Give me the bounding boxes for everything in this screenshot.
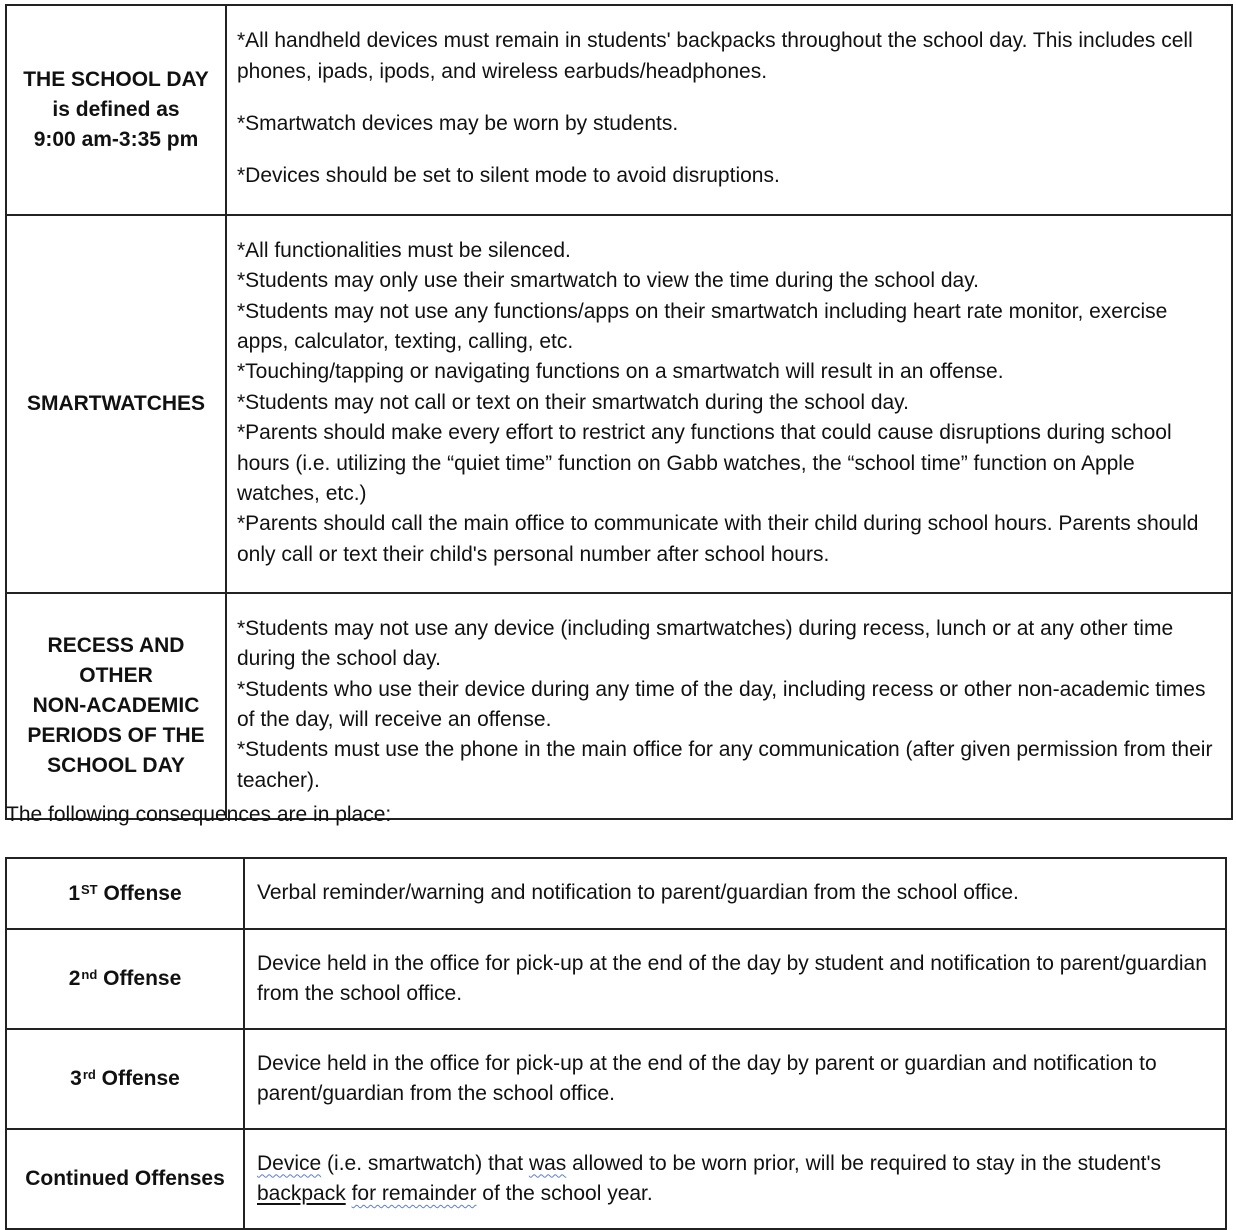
rule-text: *Parents should call the main office to communicate with their child during school hours. Parents should only call or text their child's personal number after school hours.	[237, 512, 1199, 566]
offense-word: Offense	[103, 967, 182, 990]
consequence-row-second	[6, 929, 1226, 1029]
policy-row-recess	[6, 593, 1232, 819]
policy-label-recess	[6, 593, 226, 819]
policy-rules-recess	[226, 593, 1232, 819]
consequence-row-first	[6, 858, 1226, 929]
offense-number: 1	[68, 881, 81, 905]
policy-row-school-day	[6, 5, 1232, 215]
rule-text: *Students who use their device during any time of the day, including recess or other non-academic times of the day, will receive an offense.	[237, 677, 1206, 731]
rule-text: *Parents should make every effort to restrict any functions that could cause disruptions during school hours (i.e. utilizing the “quiet time” function on Gabb watches, the “school time” function on Apple watches, etc.)	[237, 421, 1172, 506]
rule-text: *Touching/tapping or navigating functions on a smartwatch will result in an offense.	[237, 360, 1004, 384]
underlined-word: backpack	[257, 1182, 346, 1205]
rule-text: *All handheld devices must remain in students' backpacks throughout the school day. This includes cell phones, ipads, ipods, and wireless earbuds/headphones.	[237, 29, 1193, 83]
rule-text: *All functionalities must be silenced.	[237, 238, 571, 262]
rule-text: *Students may not use any device (including smartwatches) during recess, lunch or at any other time during the school day.	[237, 616, 1174, 671]
rule-text: *Students may not call or text on their smartwatch during the school day.	[237, 390, 909, 414]
label-line: is defined as	[52, 98, 180, 121]
offense-action-second: Device held in the office for pick-up at the end of the day by student and notification to parent/guardian from the school office.	[244, 929, 1226, 1029]
policy-label-smartwatches	[6, 215, 226, 593]
label-line: NON-ACADEMIC	[32, 694, 200, 717]
consequences-intro: The following consequences are in place:	[6, 803, 392, 826]
offense-action-continued	[244, 1129, 1226, 1229]
rule-text: *Students must use the phone in the main office for any communication (after given permission from their teacher).	[237, 738, 1213, 792]
offense-ordinal-suffix: nd	[81, 967, 98, 982]
rule-text: *Students may only use their smartwatch to view the time during the school day.	[237, 269, 979, 293]
spellcheck-word: Device	[257, 1151, 322, 1175]
offense-label-second	[6, 929, 244, 1029]
rule-text: *Smartwatch devices may be worn by students.	[237, 112, 679, 135]
offense-number: 2	[68, 967, 81, 990]
offense-action-first: Verbal reminder/warning and notification to parent/guardian from the school office.	[244, 858, 1226, 929]
policy-rules-smartwatches	[226, 215, 1232, 593]
label-line: 9:00 am-3:35 pm	[33, 128, 199, 151]
action-text: allowed to be worn prior, will be required to stay in the student's	[566, 1151, 1161, 1175]
offense-ordinal-suffix: ST	[81, 881, 98, 897]
label-line: SCHOOL DAY	[47, 754, 185, 777]
action-text: of the school year.	[476, 1182, 653, 1205]
label-line: SMARTWATCHES	[26, 392, 206, 415]
offense-word: Offense	[103, 881, 182, 905]
offense-word: Offense	[101, 1067, 180, 1090]
policy-row-smartwatches	[6, 215, 1232, 593]
offense-label-continued: Continued Offenses	[6, 1129, 244, 1229]
device-policy-table	[5, 4, 1233, 820]
rule-text: *Devices should be set to silent mode to avoid disruptions.	[237, 164, 780, 188]
offense-label-third	[6, 1029, 244, 1129]
label-line: PERIODS OF THE	[27, 724, 205, 747]
action-text: (i.e. smartwatch) that	[321, 1151, 529, 1175]
offense-number: 3	[70, 1067, 82, 1090]
policy-label-school-day	[6, 5, 226, 215]
policy-rules-school-day	[226, 5, 1232, 215]
consequence-row-third	[6, 1029, 1226, 1129]
spellcheck-phrase: for remainder	[351, 1182, 477, 1205]
offense-ordinal-suffix: rd	[82, 1067, 96, 1082]
consequences-table	[5, 857, 1227, 1230]
offense-action-third: Device held in the office for pick-up at the end of the day by parent or guardian and notification to parent/guardian from the school office.	[244, 1029, 1226, 1129]
offense-label-first	[6, 858, 244, 929]
consequence-row-continued	[6, 1129, 1226, 1229]
spellcheck-word: was	[528, 1151, 567, 1175]
label-line: OTHER	[79, 664, 153, 687]
label-line: THE SCHOOL DAY	[23, 68, 209, 91]
rule-text: *Students may not use any functions/apps on their smartwatch including heart rate monitor, exercise apps, calculator, texting, calling, etc.	[237, 299, 1168, 353]
label-line: RECESS AND	[47, 634, 185, 657]
